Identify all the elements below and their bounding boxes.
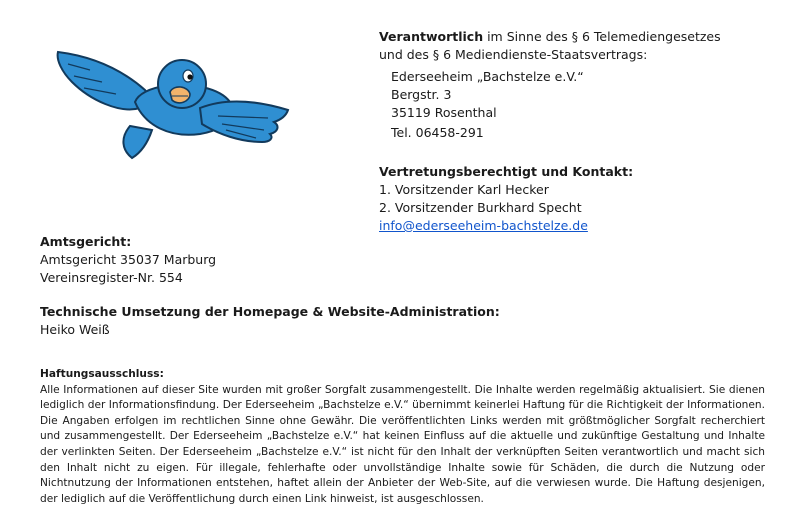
tech-heading: Technische Umsetzung der Homepage & Website-Administration: bbox=[40, 304, 500, 319]
disclaimer-block bbox=[40, 367, 765, 507]
tech-name: Heiko Weiß bbox=[40, 322, 110, 337]
court-block bbox=[40, 233, 216, 287]
street: Bergstr. 3 bbox=[391, 87, 452, 102]
disclaimer-text: Alle Informationen auf dieser Site wurden mit großer Sorgfalt zusammengestellt. Die Inhalte werden regelmäßig aktualisiert. Sie dienen lediglich der Informationsfindung. Der Ederseeheim „Bachstelze e.V.“ übernimmt keinerlei Haftung für die Richtigkeit der Informationen. Die Angaben erfolgen im rechtlichen Sinne ohne Gewähr. Die veröffentlichten Links werden mit größtmöglicher Sorgfalt recherchiert und zusammengestellt. Der Ederseeheim „Bachstelze e.V.“ hat keinen Einfluss auf die aktuelle und zukünftige Gestaltung und Inhalte der verlinkten Seiten. Der Ederseeheim „Bachstelze e.V.“ ist nicht für den Inhalt der verknüpften Seiten verantwortlich und macht sich den Inhalt nicht zu eigen. Für illegale, fehlerhafte oder unvollständige Inhalte sowie für Schäden, die durch die Nutzung oder Nichtnutzung der Informationen entstehen, haftet allein der Anbieter der Web-Site, auf die verwiesen wurde. Die Haftung desjenigen, der lediglich auf die Veröffentlichung durch einen Link hinweist, ist ausgeschlossen. bbox=[40, 383, 765, 505]
court-heading: Amtsgericht: bbox=[40, 234, 132, 249]
phone-number: Tel. 06458-291 bbox=[391, 125, 484, 140]
disclaimer-heading: Haftungsausschluss: bbox=[40, 368, 164, 380]
bluebird-logo bbox=[50, 38, 300, 168]
email-link[interactable]: info@ederseeheim-bachstelze.de bbox=[379, 218, 588, 233]
contact-block bbox=[379, 163, 633, 235]
imprint-responsible bbox=[379, 28, 721, 64]
chair-2: 2. Vorsitzender Burkhard Specht bbox=[379, 200, 582, 215]
responsible-label: Verantwortlich bbox=[379, 29, 484, 44]
responsible-text-line2: und des § 6 Mediendienste-Staatsvertrags: bbox=[379, 47, 648, 62]
tech-block bbox=[40, 303, 500, 339]
address-block bbox=[391, 68, 584, 122]
city: 35119 Rosenthal bbox=[391, 105, 497, 120]
contact-heading: Vertretungsberechtigt und Kontakt: bbox=[379, 164, 634, 179]
court-name: Amtsgericht 35037 Marburg bbox=[40, 252, 217, 267]
responsible-text: im Sinne des § 6 Telemediengesetzes bbox=[483, 29, 721, 44]
org-name: Ederseeheim „Bachstelze e.V.“ bbox=[391, 69, 584, 84]
chair-1: 1. Vorsitzender Karl Hecker bbox=[379, 182, 549, 197]
register-number: Vereinsregister-Nr. 554 bbox=[40, 270, 183, 285]
